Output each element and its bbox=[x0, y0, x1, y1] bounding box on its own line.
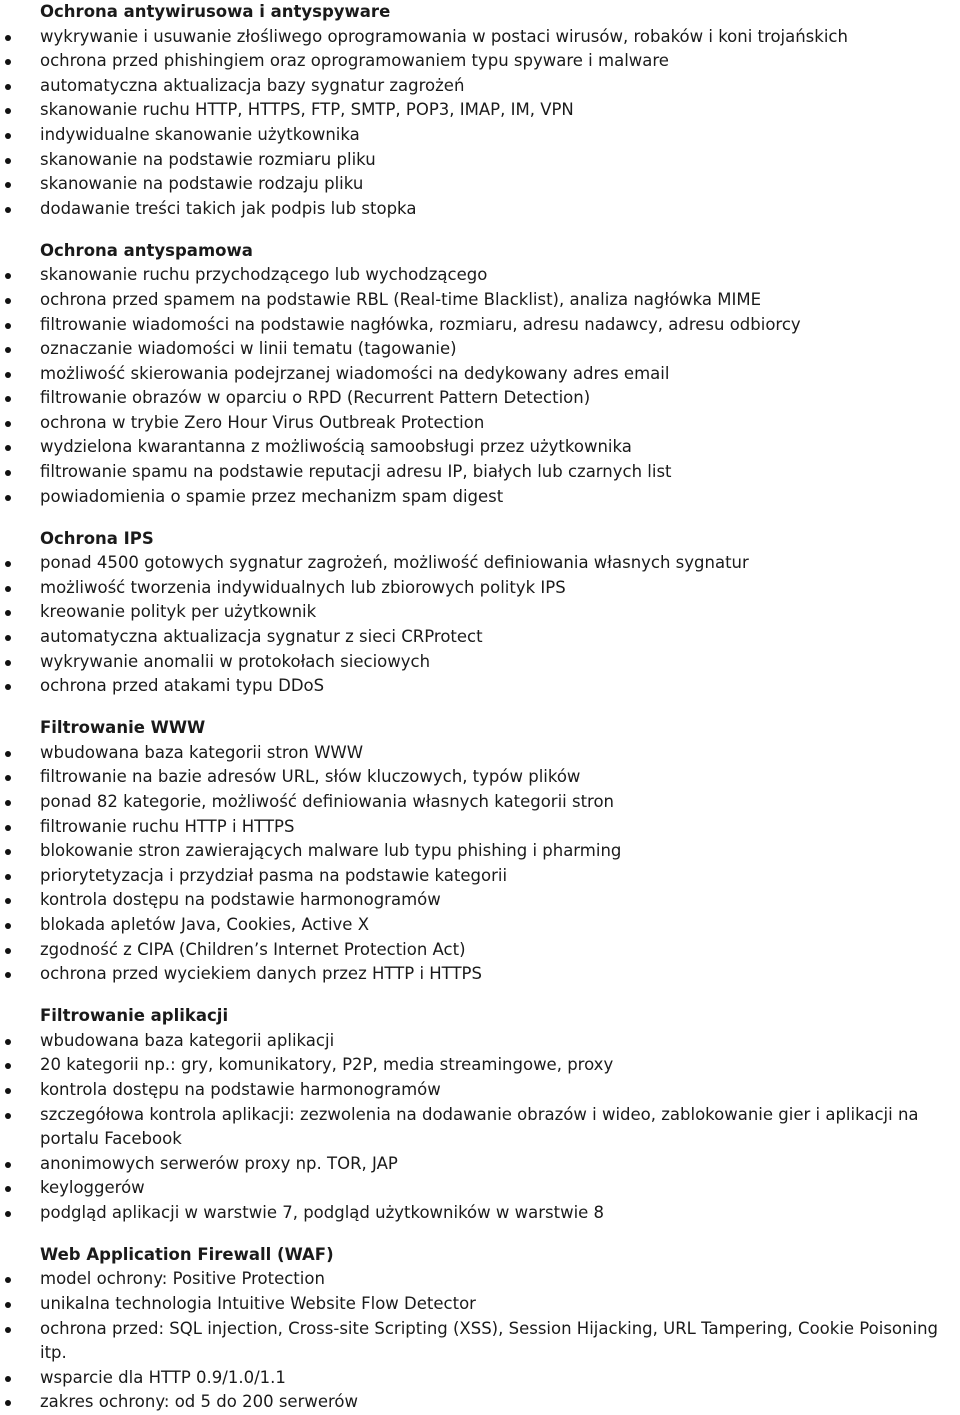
bullet-icon bbox=[5, 84, 11, 90]
bullet-icon bbox=[5, 825, 11, 831]
bullet-icon bbox=[5, 898, 11, 904]
section-ips bbox=[0, 527, 960, 699]
section-title: Web Application Firewall (WAF) bbox=[40, 1244, 334, 1264]
list-item: szczegółowa kontrola aplikacji: zezwolenia na dodawanie obrazów i wideo, zablokowanie gier i aplikacji na portalu Facebook bbox=[0, 1103, 960, 1152]
list-item: powiadomienia o spamie przez mechanizm spam digest bbox=[0, 485, 960, 510]
bullet-icon bbox=[5, 1376, 11, 1382]
bullet-icon bbox=[5, 182, 11, 188]
list-item: filtrowanie wiadomości na podstawie nagłówka, rozmiaru, adresu nadawcy, adresu odbiorcy bbox=[0, 313, 960, 338]
bullet-icon bbox=[5, 775, 11, 781]
bullet-icon bbox=[5, 561, 11, 567]
list-item: anonimowych serwerów proxy np. TOR, JAP bbox=[0, 1152, 960, 1177]
list-item: automatyczna aktualizacja bazy sygnatur zagrożeń bbox=[0, 74, 960, 99]
list-item: ochrona przed phishingiem oraz oprogramowaniem typu spyware i malware bbox=[0, 49, 960, 74]
list-item: blokowanie stron zawierających malware lub typu phishing i pharming bbox=[0, 839, 960, 864]
bullet-list bbox=[0, 741, 960, 987]
bullet-icon bbox=[5, 635, 11, 641]
bullet-icon bbox=[5, 874, 11, 880]
list-item: unikalna technologia Intuitive Website Flow Detector bbox=[0, 1292, 960, 1317]
section-web-filtering bbox=[0, 716, 960, 987]
bullet-icon bbox=[5, 323, 11, 329]
list-item: skanowanie ruchu HTTP, HTTPS, FTP, SMTP, POP3, IMAP, IM, VPN bbox=[0, 98, 960, 123]
list-item: filtrowanie obrazów w oparciu o RPD (Recurrent Pattern Detection) bbox=[0, 386, 960, 411]
list-item: wydzielona kwarantanna z możliwością samoobsługi przez użytkownika bbox=[0, 435, 960, 460]
bullet-list bbox=[0, 1029, 960, 1226]
list-item: podgląd aplikacji w warstwie 7, podgląd użytkowników w warstwie 8 bbox=[0, 1201, 960, 1226]
list-item: możliwość skierowania podejrzanej wiadomości na dedykowany adres email bbox=[0, 362, 960, 387]
bullet-icon bbox=[5, 207, 11, 213]
bullet-icon bbox=[5, 1302, 11, 1308]
bullet-icon bbox=[5, 1039, 11, 1045]
bullet-list bbox=[0, 1267, 960, 1415]
list-item: możliwość tworzenia indywidualnych lub zbiorowych polityk IPS bbox=[0, 576, 960, 601]
bullet-list bbox=[0, 25, 960, 222]
section-spacer bbox=[0, 699, 960, 716]
list-item: keyloggerów bbox=[0, 1176, 960, 1201]
list-item: zakres ochrony: od 5 do 200 serwerów bbox=[0, 1390, 960, 1415]
bullet-icon bbox=[5, 923, 11, 929]
bullet-icon bbox=[5, 972, 11, 978]
list-item: skanowanie na podstawie rodzaju pliku bbox=[0, 172, 960, 197]
bullet-icon bbox=[5, 1063, 11, 1069]
list-item: ochrona w trybie Zero Hour Virus Outbreak Protection bbox=[0, 411, 960, 436]
bullet-list bbox=[0, 551, 960, 699]
section-waf bbox=[0, 1243, 960, 1415]
bullet-icon bbox=[5, 396, 11, 402]
section-title: Ochrona IPS bbox=[40, 528, 154, 548]
bullet-icon bbox=[5, 133, 11, 139]
list-item: ochrona przed spamem na podstawie RBL (Real-time Blacklist), analiza nagłówka MIME bbox=[0, 288, 960, 313]
section-spacer bbox=[0, 509, 960, 526]
list-item: kreowanie polityk per użytkownik bbox=[0, 600, 960, 625]
section-title: Filtrowanie aplikacji bbox=[40, 1006, 229, 1026]
list-item: skanowanie na podstawie rozmiaru pliku bbox=[0, 148, 960, 173]
list-item: oznaczanie wiadomości w linii tematu (tagowanie) bbox=[0, 337, 960, 362]
list-item: wbudowana baza kategorii aplikacji bbox=[0, 1029, 960, 1054]
bullet-icon bbox=[5, 347, 11, 353]
bullet-icon bbox=[5, 1113, 11, 1119]
bullet-icon bbox=[5, 586, 11, 592]
list-item: filtrowanie ruchu HTTP i HTTPS bbox=[0, 815, 960, 840]
bullet-icon bbox=[5, 445, 11, 451]
bullet-icon bbox=[5, 470, 11, 476]
section-title: Ochrona antyspamowa bbox=[40, 240, 253, 260]
bullet-icon bbox=[5, 1162, 11, 1168]
bullet-icon bbox=[5, 684, 11, 690]
bullet-icon bbox=[5, 660, 11, 666]
bullet-icon bbox=[5, 1277, 11, 1283]
list-item: wbudowana baza kategorii stron WWW bbox=[0, 741, 960, 766]
list-item: wykrywanie anomalii w protokołach sieciowych bbox=[0, 650, 960, 675]
bullet-icon bbox=[5, 751, 11, 757]
bullet-icon bbox=[5, 1088, 11, 1094]
list-item: wykrywanie i usuwanie złośliwego oprogramowania w postaci wirusów, robaków i koni trojańskich bbox=[0, 25, 960, 50]
bullet-icon bbox=[5, 108, 11, 114]
list-item: model ochrony: Positive Protection bbox=[0, 1267, 960, 1292]
bullet-icon bbox=[5, 35, 11, 41]
bullet-icon bbox=[5, 273, 11, 279]
bullet-list bbox=[0, 263, 960, 509]
list-item: automatyczna aktualizacja sygnatur z sieci CRProtect bbox=[0, 625, 960, 650]
section-antispam bbox=[0, 239, 960, 510]
bullet-icon bbox=[5, 59, 11, 65]
bullet-icon bbox=[5, 1400, 11, 1406]
section-spacer bbox=[0, 987, 960, 1004]
bullet-icon bbox=[5, 1211, 11, 1217]
bullet-icon bbox=[5, 1186, 11, 1192]
list-item: ochrona przed: SQL injection, Cross-site Scripting (XSS), Session Hijacking, URL Tampering, Cookie Poisoning itp. bbox=[0, 1317, 960, 1366]
list-item: filtrowanie spamu na podstawie reputacji adresu IP, białych lub czarnych list bbox=[0, 460, 960, 485]
list-item: kontrola dostępu na podstawie harmonogramów bbox=[0, 888, 960, 913]
bullet-icon bbox=[5, 1327, 11, 1333]
bullet-icon bbox=[5, 298, 11, 304]
bullet-icon bbox=[5, 421, 11, 427]
section-title: Filtrowanie WWW bbox=[40, 718, 206, 738]
list-item: filtrowanie na bazie adresów URL, słów kluczowych, typów plików bbox=[0, 765, 960, 790]
section-spacer bbox=[0, 1225, 960, 1242]
bullet-icon bbox=[5, 948, 11, 954]
bullet-icon bbox=[5, 158, 11, 164]
section-app-filtering bbox=[0, 1004, 960, 1225]
bullet-icon bbox=[5, 372, 11, 378]
list-item: wsparcie dla HTTP 0.9/1.0/1.1 bbox=[0, 1366, 960, 1391]
bullet-icon bbox=[5, 849, 11, 855]
list-item: indywidualne skanowanie użytkownika bbox=[0, 123, 960, 148]
section-spacer bbox=[0, 221, 960, 238]
list-item: ponad 4500 gotowych sygnatur zagrożeń, możliwość definiowania własnych sygnatur bbox=[0, 551, 960, 576]
list-item: 20 kategorii np.: gry, komunikatory, P2P, media streamingowe, proxy bbox=[0, 1053, 960, 1078]
list-item: blokada apletów Java, Cookies, Active X bbox=[0, 913, 960, 938]
list-item: skanowanie ruchu przychodzącego lub wychodzącego bbox=[0, 263, 960, 288]
list-item: zgodność z CIPA (Children’s Internet Protection Act) bbox=[0, 938, 960, 963]
list-item: dodawanie treści takich jak podpis lub stopka bbox=[0, 197, 960, 222]
bullet-icon bbox=[5, 800, 11, 806]
bullet-icon bbox=[5, 610, 11, 616]
section-antivirus bbox=[0, 0, 960, 221]
list-item: ochrona przed wyciekiem danych przez HTTP i HTTPS bbox=[0, 962, 960, 987]
section-title: Ochrona antywirusowa i antyspyware bbox=[40, 2, 391, 21]
list-item: ponad 82 kategorie, możliwość definiowania własnych kategorii stron bbox=[0, 790, 960, 815]
list-item: kontrola dostępu na podstawie harmonogramów bbox=[0, 1078, 960, 1103]
list-item: priorytetyzacja i przydział pasma na podstawie kategorii bbox=[0, 864, 960, 889]
bullet-icon bbox=[5, 495, 11, 501]
list-item: ochrona przed atakami typu DDoS bbox=[0, 674, 960, 699]
